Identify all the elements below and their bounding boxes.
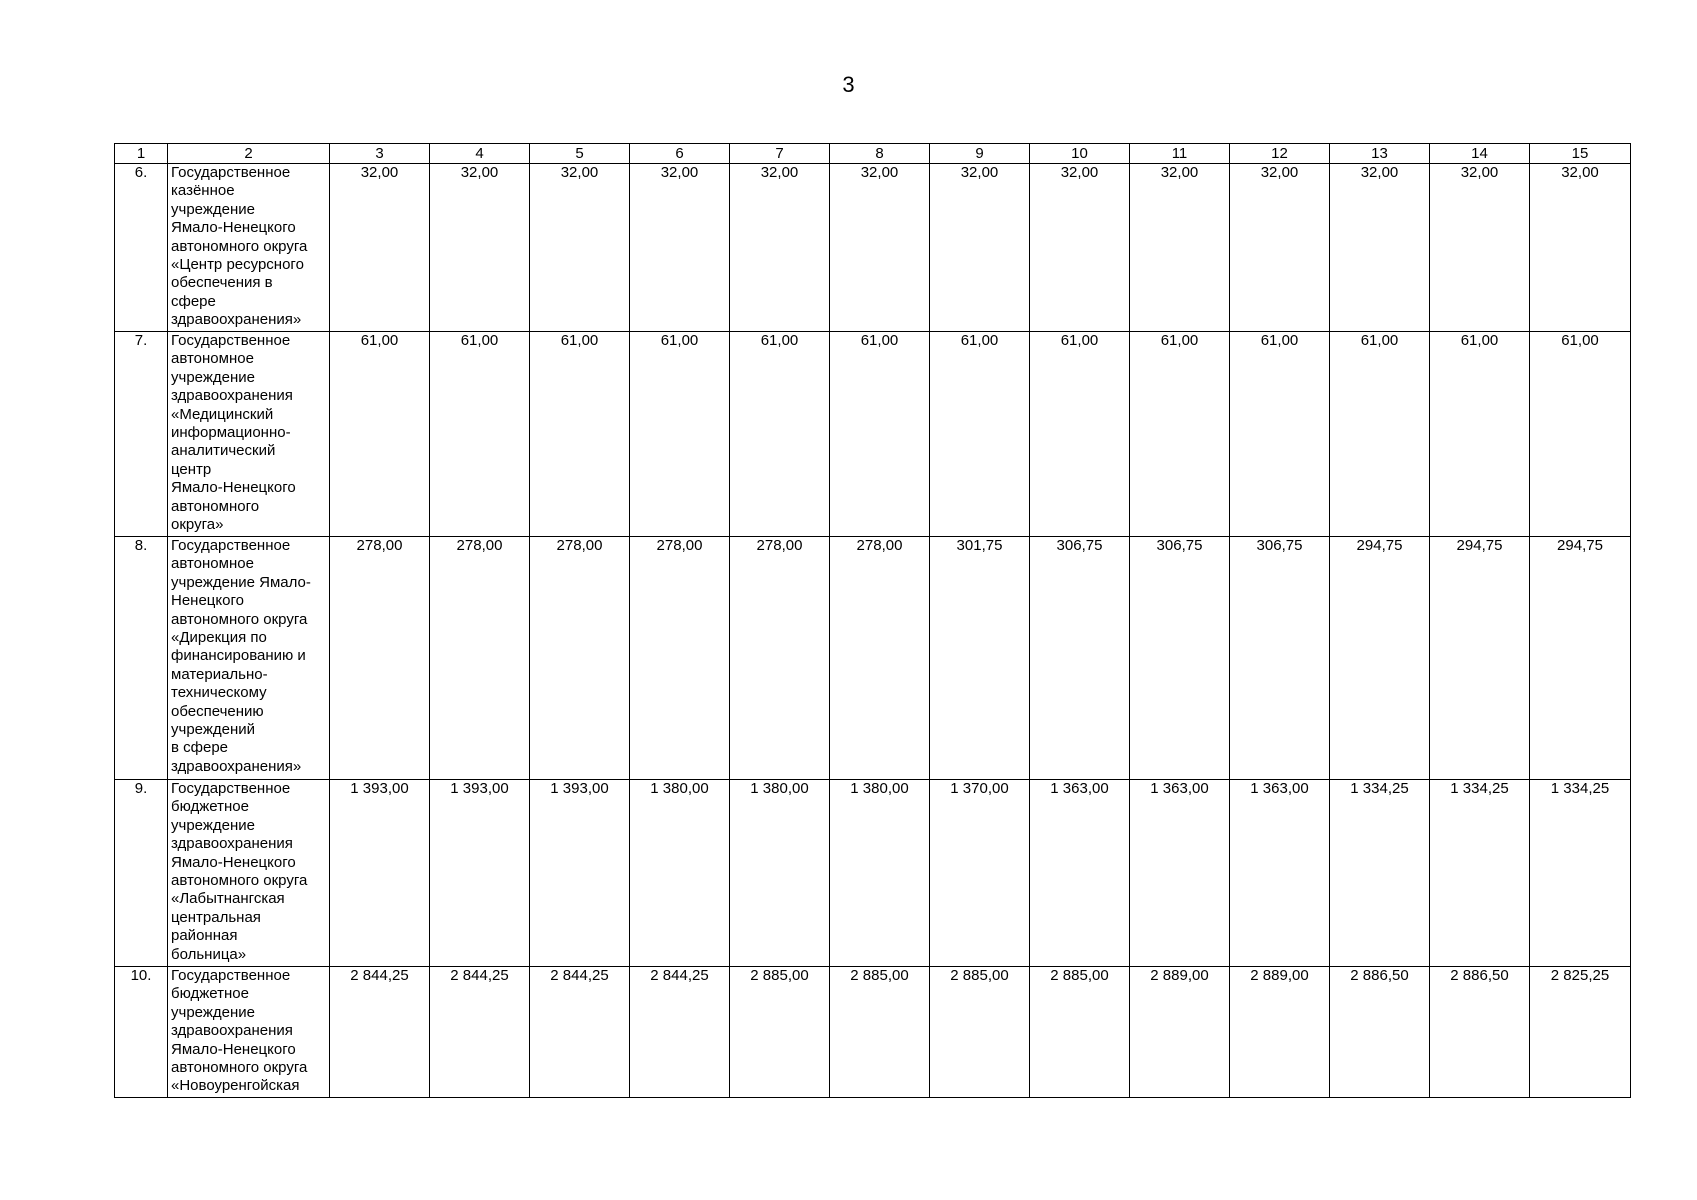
value-cell: 32,00 [930, 164, 1030, 332]
value-cell: 1 380,00 [630, 780, 730, 967]
value-cell: 32,00 [1330, 164, 1430, 332]
value-cell: 278,00 [630, 537, 730, 780]
value-cell: 2 885,00 [730, 967, 830, 1098]
header-row [115, 144, 1631, 164]
page-number: 3 [842, 72, 855, 97]
table-row [115, 164, 1631, 332]
value-cell: 278,00 [430, 537, 530, 780]
header-cell: 7 [730, 144, 830, 164]
value-cell: 61,00 [830, 332, 930, 537]
value-cell: 61,00 [530, 332, 630, 537]
value-cell: 306,75 [1130, 537, 1230, 780]
value-cell: 306,75 [1030, 537, 1130, 780]
value-cell: 1 370,00 [930, 780, 1030, 967]
value-cell: 2 825,25 [1530, 967, 1631, 1098]
header-cell: 1 [115, 144, 168, 164]
value-cell: 1 380,00 [830, 780, 930, 967]
value-cell: 61,00 [1030, 332, 1130, 537]
value-cell: 61,00 [1130, 332, 1230, 537]
value-cell: 61,00 [630, 332, 730, 537]
value-cell: 61,00 [1530, 332, 1631, 537]
value-cell: 294,75 [1430, 537, 1530, 780]
header-cell: 6 [630, 144, 730, 164]
value-cell: 1 334,25 [1430, 780, 1530, 967]
value-cell: 61,00 [1430, 332, 1530, 537]
header-cell: 2 [168, 144, 330, 164]
value-cell: 32,00 [730, 164, 830, 332]
value-cell: 1 363,00 [1030, 780, 1130, 967]
value-cell: 301,75 [930, 537, 1030, 780]
value-cell: 32,00 [630, 164, 730, 332]
header-cell: 9 [930, 144, 1030, 164]
value-cell: 32,00 [1130, 164, 1230, 332]
header-cell: 4 [430, 144, 530, 164]
value-cell: 278,00 [830, 537, 930, 780]
value-cell: 2 885,00 [1030, 967, 1130, 1098]
value-cell: 294,75 [1530, 537, 1631, 780]
value-cell: 278,00 [330, 537, 430, 780]
value-cell: 61,00 [1230, 332, 1330, 537]
header-cell: 14 [1430, 144, 1530, 164]
table-row [115, 780, 1631, 967]
value-cell: 32,00 [330, 164, 430, 332]
value-cell: 306,75 [1230, 537, 1330, 780]
value-cell: 61,00 [730, 332, 830, 537]
institution-name: Государственное автономное учреждение здравоохранения «Медицинский информационно- аналитический центр Ямало-Ненецкого автономного округа» [168, 332, 330, 537]
row-number: 8. [115, 537, 168, 780]
value-cell: 32,00 [830, 164, 930, 332]
institution-name: Государственное автономное учреждение Ямало- Ненецкого автономного округа «Дирекция по финансированию и материально- техническому обеспечению учреждений в сфере здравоохранения» [168, 537, 330, 780]
value-cell: 1 363,00 [1230, 780, 1330, 967]
value-cell: 2 844,25 [630, 967, 730, 1098]
institution-name: Государственное казённое учреждение Ямало-Ненецкого автономного округа «Центр ресурсного обеспечения в сфере здравоохранения» [168, 164, 330, 332]
value-cell: 2 844,25 [430, 967, 530, 1098]
data-table [114, 143, 1631, 1098]
value-cell: 61,00 [930, 332, 1030, 537]
value-cell: 1 363,00 [1130, 780, 1230, 967]
header-cell: 13 [1330, 144, 1430, 164]
value-cell: 32,00 [430, 164, 530, 332]
value-cell: 1 393,00 [430, 780, 530, 967]
row-number: 9. [115, 780, 168, 967]
value-cell: 2 844,25 [530, 967, 630, 1098]
value-cell: 1 393,00 [530, 780, 630, 967]
value-cell: 2 885,00 [830, 967, 930, 1098]
value-cell: 294,75 [1330, 537, 1430, 780]
value-cell: 278,00 [530, 537, 630, 780]
value-cell: 2 889,00 [1130, 967, 1230, 1098]
header-cell: 15 [1530, 144, 1631, 164]
header-cell: 5 [530, 144, 630, 164]
value-cell: 278,00 [730, 537, 830, 780]
row-number: 10. [115, 967, 168, 1098]
value-cell: 2 889,00 [1230, 967, 1330, 1098]
table-row [115, 332, 1631, 537]
value-cell: 1 334,25 [1530, 780, 1631, 967]
value-cell: 32,00 [1030, 164, 1130, 332]
value-cell: 61,00 [1330, 332, 1430, 537]
value-cell: 1 393,00 [330, 780, 430, 967]
header-cell: 11 [1130, 144, 1230, 164]
table-body [115, 164, 1631, 1098]
row-number: 7. [115, 332, 168, 537]
row-number: 6. [115, 164, 168, 332]
institution-name: Государственное бюджетное учреждение здравоохранения Ямало-Ненецкого автономного округа «Новоуренгойская [168, 967, 330, 1098]
value-cell: 32,00 [530, 164, 630, 332]
header-cell: 12 [1230, 144, 1330, 164]
value-cell: 2 886,50 [1430, 967, 1530, 1098]
table-row [115, 967, 1631, 1098]
value-cell: 32,00 [1230, 164, 1330, 332]
table-row [115, 537, 1631, 780]
value-cell: 1 380,00 [730, 780, 830, 967]
value-cell: 32,00 [1530, 164, 1631, 332]
header-cell: 3 [330, 144, 430, 164]
value-cell: 2 844,25 [330, 967, 430, 1098]
value-cell: 61,00 [430, 332, 530, 537]
value-cell: 1 334,25 [1330, 780, 1430, 967]
value-cell: 32,00 [1430, 164, 1530, 332]
table-header [115, 144, 1631, 164]
institution-name: Государственное бюджетное учреждение здравоохранения Ямало-Ненецкого автономного округа «Лабытнангская центральная районная больница» [168, 780, 330, 967]
value-cell: 61,00 [330, 332, 430, 537]
header-cell: 10 [1030, 144, 1130, 164]
header-cell: 8 [830, 144, 930, 164]
value-cell: 2 885,00 [930, 967, 1030, 1098]
value-cell: 2 886,50 [1330, 967, 1430, 1098]
